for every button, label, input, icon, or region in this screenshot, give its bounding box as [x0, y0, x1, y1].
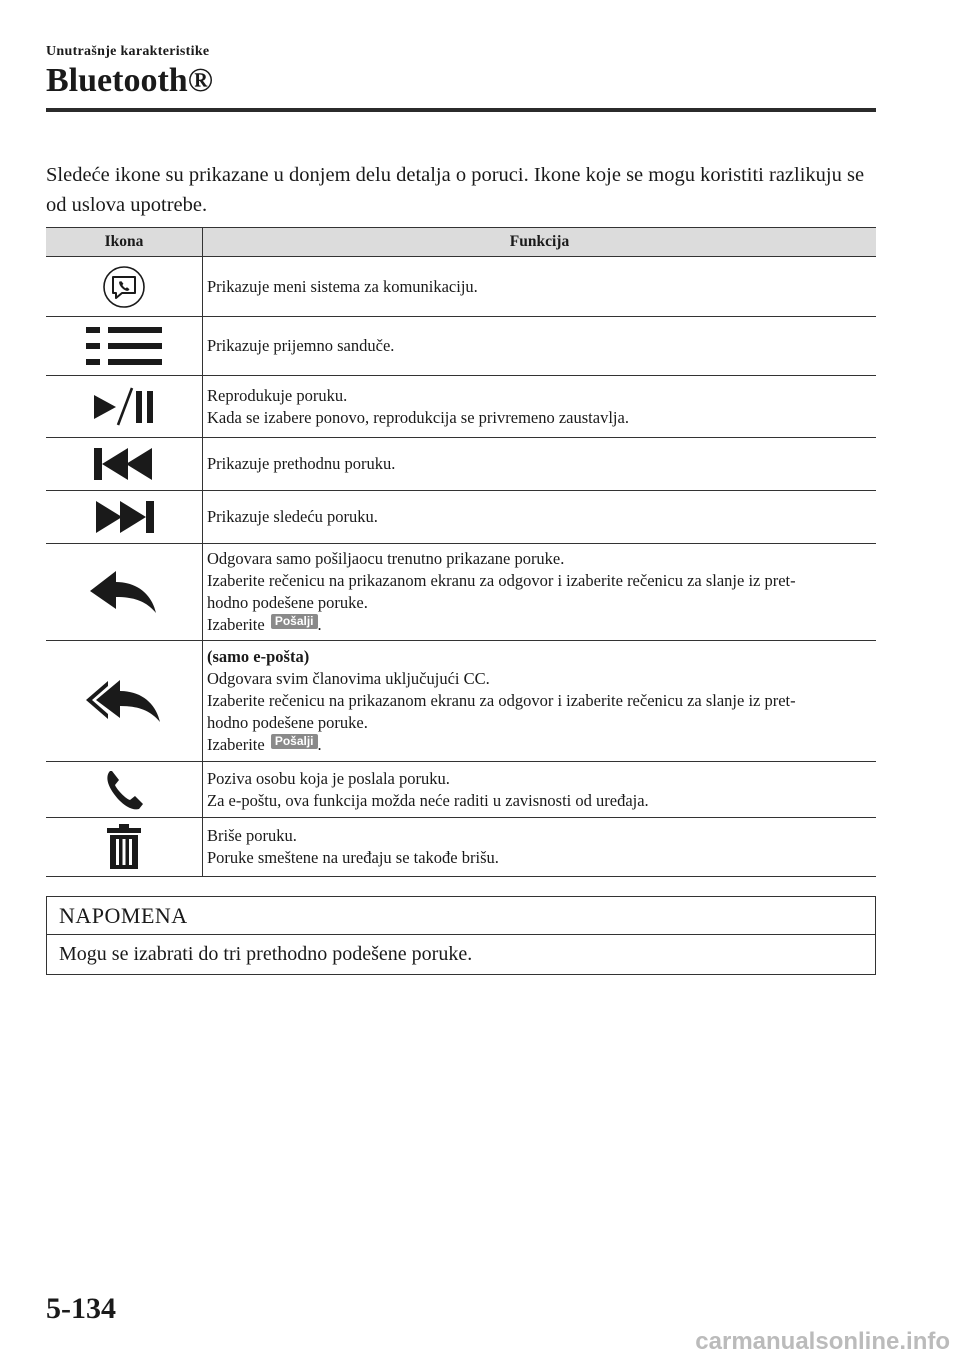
icon-cell — [46, 317, 203, 376]
description-line: Prikazuje meni sistema za komunikaciju. — [207, 276, 478, 296]
select-prefix: Izaberite — [207, 735, 265, 754]
select-suffix: . — [317, 615, 322, 634]
column-header-function: Funkcija — [203, 228, 877, 257]
select-instruction — [207, 614, 866, 636]
icon-cell — [46, 641, 203, 762]
icon-function-table — [46, 227, 876, 877]
description-line: Prikazuje sledeću poruku. — [207, 507, 378, 526]
table-row — [46, 317, 876, 376]
description-line: Odgovara samo pošiljaocu trenutno prikazane poruke. — [207, 549, 565, 568]
description-line: Izaberite rečenicu na prikazanom ekranu za odgovor i izaberite rečenicu za slanje iz pret- — [207, 571, 796, 590]
description-line: hodno podešene poruke. — [207, 593, 368, 612]
function-cell — [203, 491, 877, 544]
table-row — [46, 376, 876, 438]
table-row — [46, 491, 876, 544]
icon-cell — [46, 818, 203, 877]
note-title: NAPOMENA — [47, 897, 875, 935]
function-cell — [203, 438, 877, 491]
column-header-icon: Ikona — [46, 228, 203, 257]
reply-icon — [88, 569, 160, 615]
function-cell — [203, 641, 877, 762]
phone-icon — [101, 767, 147, 813]
page-title: Bluetooth® — [46, 62, 214, 99]
table-row — [46, 544, 876, 641]
function-cell — [203, 818, 877, 877]
reply-all-icon — [84, 678, 164, 724]
function-cell — [203, 544, 877, 641]
table-row — [46, 438, 876, 491]
next-track-icon — [92, 497, 156, 537]
description-line: Odgovara svim članovima uključujući CC. — [207, 669, 490, 688]
table-row — [46, 257, 876, 317]
select-prefix: Izaberite — [207, 615, 265, 634]
note-box — [46, 896, 876, 975]
description-line: Prikazuje prethodnu poruku. — [207, 454, 396, 473]
inbox-list-icon — [84, 324, 164, 368]
description-line: Izaberite rečenicu na prikazanom ekranu za odgovor i izaberite rečenicu za slanje iz pret- — [207, 691, 796, 710]
table-row — [46, 762, 876, 818]
icon-cell — [46, 762, 203, 818]
intro-text: Sledeće ikone su prikazane u donjem delu detalja o poruci. Ikone koje se mogu koristiti razlikuju se od uslova upotrebe. — [46, 164, 865, 216]
section-label: Unutrašnje karakteristike — [46, 44, 210, 59]
description-line: Kada se izabere ponovo, reprodukcija se privremeno zaustavlja. — [207, 407, 629, 427]
icon-cell — [46, 438, 203, 491]
select-suffix: . — [317, 735, 322, 754]
page-number: 5-134 — [46, 1292, 116, 1325]
description-line: Briše poruku. — [207, 826, 297, 845]
description-line: Za e-poštu, ova funkcija možda neće raditi u zavisnosti od uređaja. — [207, 790, 649, 810]
function-cell — [203, 762, 877, 818]
note-text: Mogu se izabrati do tri prethodno podešene poruke. — [59, 943, 473, 965]
communication-menu-icon — [102, 265, 146, 309]
description-line: Poziva osobu koja je poslala poruku. — [207, 768, 450, 788]
previous-track-icon — [92, 444, 156, 484]
description-line: hodno podešene poruke. — [207, 713, 368, 732]
title-rule — [46, 108, 876, 112]
send-button-badge: Pošalji — [271, 734, 318, 749]
icon-cell — [46, 257, 203, 317]
table-header-row — [46, 228, 876, 257]
play-pause-icon — [92, 385, 156, 429]
icon-cell — [46, 544, 203, 641]
select-instruction — [207, 734, 866, 756]
description-line: Reprodukuje poruku. — [207, 385, 348, 405]
function-cell — [203, 317, 877, 376]
function-cell — [203, 376, 877, 438]
table-row — [46, 641, 876, 762]
description-line: Poruke smeštene na uređaju se takođe brišu. — [207, 848, 499, 867]
watermark: carmanualsonline.info — [695, 1328, 950, 1355]
row-heading: (samo e-pošta) — [207, 647, 310, 666]
function-cell — [203, 257, 877, 317]
description-line: Prikazuje prijemno sanduče. — [207, 336, 395, 355]
icon-cell — [46, 491, 203, 544]
icon-cell — [46, 376, 203, 438]
send-button-badge: Pošalji — [271, 614, 318, 629]
table-row — [46, 818, 876, 877]
trash-icon — [104, 823, 144, 871]
